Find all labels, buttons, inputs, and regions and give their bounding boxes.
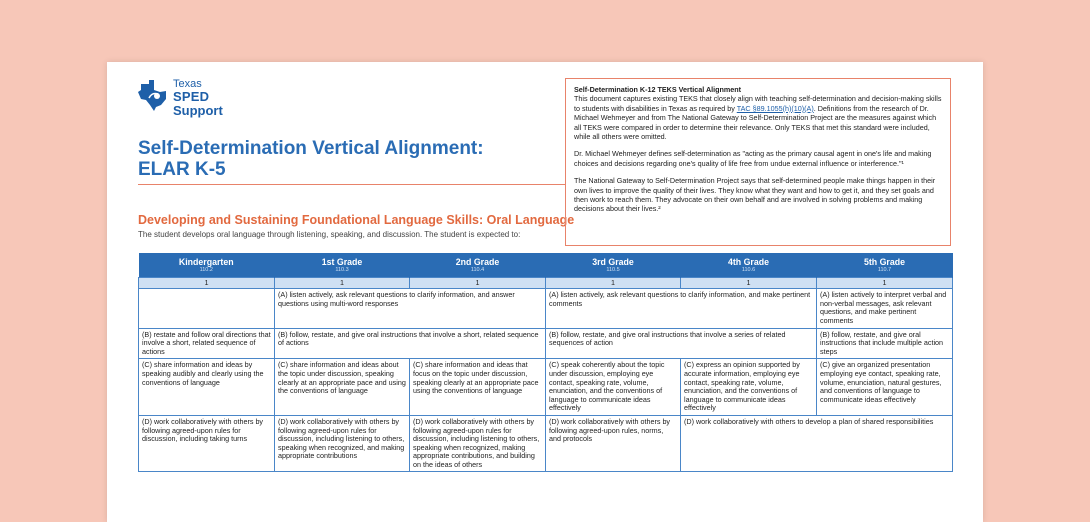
grade-header-5th: 5th Grade 110.7 — [817, 253, 953, 277]
document-page — [107, 62, 983, 522]
table-cell: (B) follow, restate, and give oral instructions that include multiple action steps — [817, 328, 953, 359]
table-row — [139, 359, 953, 416]
grade-header-2nd: 2nd Grade 110.4 — [410, 253, 546, 277]
table-cell: 1 — [275, 277, 410, 289]
table-cell: (D) work collaboratively with others by following agreed-upon rules for discussion, including listening to others, speaking when recognized, and making appropriate contributions — [275, 415, 410, 472]
table-cell: 1 — [139, 277, 275, 289]
info-box — [565, 78, 951, 246]
standard-number-row — [139, 277, 953, 289]
table-cell: (D) work collaboratively with others to develop a plan of shared responsibilities — [681, 415, 953, 472]
grade-header-kindergarten: Kindergarten 110.2 — [139, 253, 275, 277]
table-cell: (A) listen actively, ask relevant questions to clarify information, and make pertinent comments — [546, 289, 817, 328]
table-cell: (C) share information and ideas about the topic under discussion, speaking clearly at an appropriate pace and using the conventions of language — [275, 359, 410, 416]
table-cell: (D) work collaboratively with others by following agreed-upon rules, norms, and protocols — [546, 415, 681, 472]
table-cell: (D) work collaboratively with others by following agreed-upon rules for discussion, including taking turns — [139, 415, 275, 472]
table-cell: 1 — [410, 277, 546, 289]
title-divider — [138, 184, 566, 185]
info-box-paragraph-1: This document captures existing TEKS that closely align with teaching self-determination and decision-making skills to students with disabilities in Texas as required by TAC §89.1055(h)(10)(A). Definitions from the research of Dr. Michael Wehmeyer and from The National Gateway to Self-Determination Project are the measures against which all TEKS were compared in order to determine their relevance. Only TEKS that met this standard were included, while all others were omitted. — [574, 94, 942, 142]
grade-header-3rd: 3rd Grade 110.5 — [546, 253, 681, 277]
table-cell: (C) share information and ideas that focus on the topic under discussion, speaking clearly at an appropriate pace using the conventions of language — [410, 359, 546, 416]
table-row — [139, 328, 953, 359]
logo-line-texas: Texas — [173, 78, 202, 90]
table-row — [139, 415, 953, 472]
section-subtitle: The student develops oral language through listening, speaking, and discussion. The student is expected to: — [138, 230, 521, 239]
table-cell: (C) give an organized presentation employing eye contact, speaking rate, volume, enunciation, natural gestures, and conventions of language to communicate ideas effectively — [817, 359, 953, 416]
texas-sped-support-logo — [135, 78, 255, 118]
logo-line-sped: SPED — [173, 89, 210, 104]
table-cell: (C) share information and ideas by speaking audibly and clearly using the conventions of language — [139, 359, 275, 416]
page-title — [138, 138, 484, 180]
table-cell: (B) follow, restate, and give oral instructions that involve a short, related sequence of actions — [275, 328, 546, 359]
table-cell: (C) express an opinion supported by accurate information, employing eye contact, speaking rate, volume, enunciation, and the conventions of language to communicate ideas effectively — [681, 359, 817, 416]
table-cell: (D) work collaboratively with others by following agreed-upon rules for discussion, including listening to others, speaking when recognized, making appropriate contributions, and building on the ideas of others — [410, 415, 546, 472]
page-title-line-1: Self-Determination Vertical Alignment: — [138, 138, 484, 159]
table-cell: 1 — [546, 277, 681, 289]
table-cell: 1 — [817, 277, 953, 289]
table-cell: (A) listen actively, ask relevant questions to clarify information, and answer questions using multi-word responses — [275, 289, 546, 328]
table-cell: (A) listen actively to interpret verbal and non-verbal messages, ask relevant questions, and make pertinent comments — [817, 289, 953, 328]
logo-line-support: Support — [173, 103, 223, 118]
info-box-paragraph-3: The National Gateway to Self-Determination Project says that self-determined people make things happen in their own lives to improve the quality of their lives. They know what they want and how to get it, and they set goals and then work to reach them. They advocate on their own behalf and are involved in solving problems and making decisions about their lives.² — [574, 176, 936, 214]
page-title-line-2: ELAR K-5 — [138, 159, 226, 180]
grade-header-1st: 1st Grade 110.3 — [275, 253, 410, 277]
table-row — [139, 289, 953, 328]
grade-header-row — [139, 253, 953, 277]
alignment-table — [138, 253, 953, 472]
texas-map-icon — [135, 78, 169, 112]
table-cell: (C) speak coherently about the topic under discussion, employing eye contact, speaking rate, volume, enunciation, and the conventions of language to communicate ideas effectively — [546, 359, 681, 416]
info-box-heading: Self-Determination K-12 TEKS Vertical Alignment — [574, 85, 742, 94]
info-box-paragraph-2: Dr. Michael Wehmeyer defines self-determination as "acting as the primary causal agent in one's life and making choices and decisions regarding one's quality of life free from undue external influence or interference."¹ — [574, 149, 932, 168]
table-cell — [139, 289, 275, 328]
grade-header-4th: 4th Grade 110.6 — [681, 253, 817, 277]
section-title: Developing and Sustaining Foundational Language Skills: Oral Language — [138, 213, 575, 227]
table-cell: (B) follow, restate, and give oral instructions that involve a series of related sequences of action — [546, 328, 817, 359]
table-cell: 1 — [681, 277, 817, 289]
table-cell: (B) restate and follow oral directions that involve a short, related sequence of actions — [139, 328, 275, 359]
tac-link[interactable]: TAC §89.1055(h)(10)(A) — [736, 103, 814, 113]
